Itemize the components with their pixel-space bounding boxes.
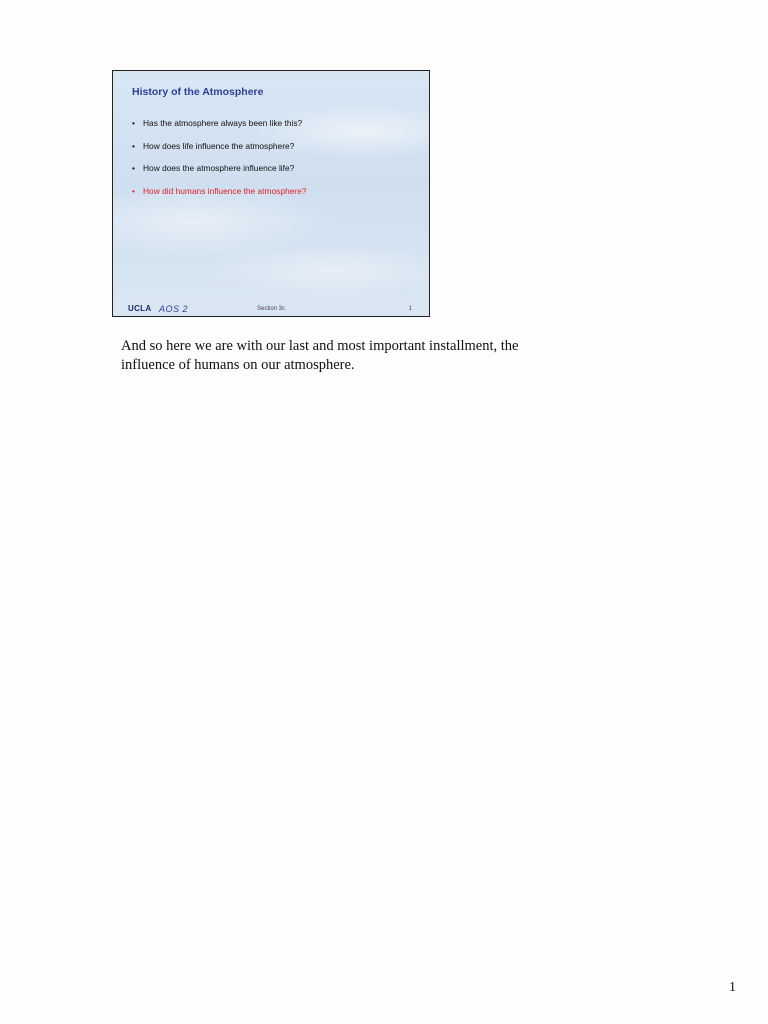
slide-footer <box>113 300 429 316</box>
slide-bullet-1 <box>131 117 306 140</box>
footer-section-label: Section 3c <box>257 306 286 312</box>
slide-bullet-text: How does the atmosphere influence life? <box>143 163 295 173</box>
footer-course-logo: AOS 2 <box>159 304 189 314</box>
slide-bullet-text: How does life influence the atmosphere? <box>143 140 295 151</box>
page-number: 1 <box>729 980 736 995</box>
slide-bullet-3 <box>131 162 306 185</box>
slide-bullet-4-highlighted <box>131 185 306 208</box>
bullet-dot-icon: • <box>132 185 135 196</box>
slide-thumbnail <box>112 70 430 317</box>
bullet-dot-icon: • <box>132 118 135 128</box>
slide-bullet-text: Has the atmosphere always been like this? <box>143 118 303 128</box>
footer-org-logo: UCLA <box>128 304 152 313</box>
slide-bullet-text: How did humans influence the atmosphere? <box>143 185 307 196</box>
slide-bullet-list <box>131 117 306 207</box>
bullet-dot-icon: • <box>132 140 135 151</box>
bullet-dot-icon: • <box>132 163 135 173</box>
slide-title: History of the Atmosphere <box>132 86 264 98</box>
speaker-notes-text: And so here we are with our last and most important installment, the influence of humans on our atmosphere. <box>121 338 519 373</box>
footer-slide-number: 1 <box>408 306 412 312</box>
slide-bullet-2 <box>131 140 306 163</box>
